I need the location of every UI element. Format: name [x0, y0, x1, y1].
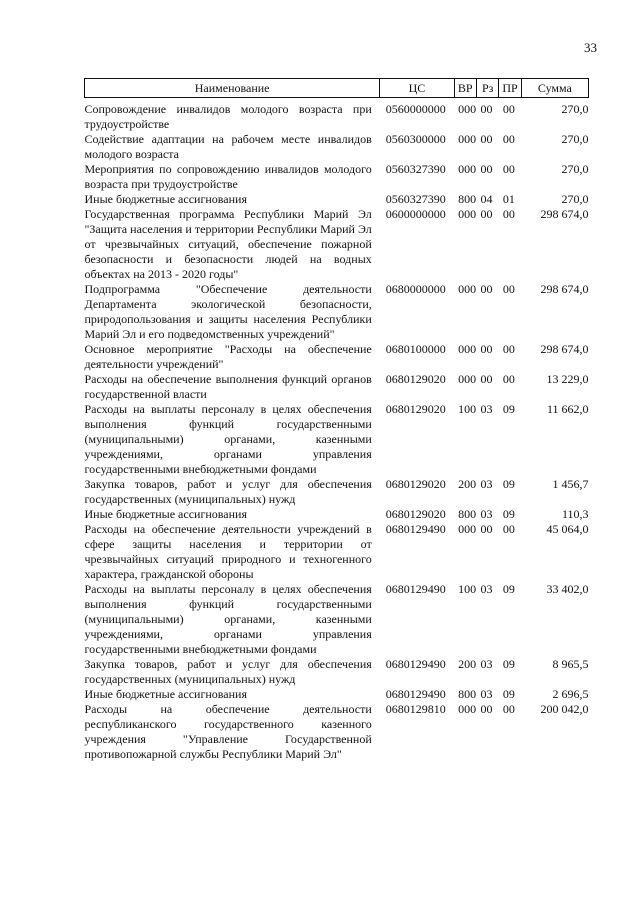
table-row	[85, 192, 589, 207]
row-pr-code: 00	[502, 207, 515, 221]
row-name: Мероприятия по сопровождению инвалидов молодого возраста при трудоустройстве	[84, 162, 372, 191]
row-pr-code: 00	[502, 702, 515, 716]
table-row	[85, 402, 589, 477]
table-header-row	[85, 79, 589, 98]
row-pr-code: 00	[502, 282, 515, 296]
row-vr-code: 800	[458, 507, 477, 521]
row-vr-code: 800	[458, 192, 477, 206]
row-vr-code: 800	[458, 687, 477, 701]
row-name: Расходы на обеспечение деятельности республиканского государственного казенного учреждения "Управление Государственной противопожарной службы Республики Марий Эл"	[84, 702, 372, 761]
row-cs-code: 0560000000	[385, 102, 446, 116]
table-row	[85, 207, 589, 282]
row-pr-code: 01	[502, 192, 515, 206]
row-sum: 8 965,5	[552, 657, 589, 671]
row-cs-code: 0680129020	[385, 372, 446, 386]
column-header-vr: ВР	[454, 79, 476, 98]
page-number: 33	[584, 40, 597, 55]
column-header-cs: ЦС	[380, 79, 454, 98]
row-vr-code: 200	[458, 477, 477, 491]
row-rz-code: 00	[480, 702, 493, 716]
table-row	[85, 132, 589, 162]
row-vr-code: 000	[458, 102, 477, 116]
row-name: Сопровождение инвалидов молодого возраста при трудоустройстве	[84, 102, 372, 131]
row-vr-code: 000	[458, 342, 477, 356]
row-cs-code: 0560327390	[385, 192, 446, 206]
row-sum: 33 402,0	[546, 582, 589, 596]
table-row	[85, 282, 589, 342]
row-name: Основное мероприятие "Расходы на обеспечение деятельности учреждений"	[84, 342, 372, 371]
row-sum: 200 042,0	[540, 702, 589, 716]
row-pr-code: 09	[502, 657, 515, 671]
row-rz-code: 00	[480, 342, 493, 356]
row-sum: 1 456,7	[552, 477, 589, 491]
row-rz-code: 03	[480, 477, 493, 491]
row-sum: 45 064,0	[546, 522, 589, 536]
row-name: Расходы на обеспечение деятельности учреждений в сфере защиты населения и территории от чрезвычайных ситуаций природного и техногенного характера, гражданской обороны	[84, 522, 372, 581]
row-cs-code: 0680129490	[385, 582, 446, 596]
budget-table	[84, 78, 589, 762]
row-name: Расходы на выплаты персоналу в целях обеспечения выполнения функций государственными (муниципальными) органами, казенными учреждениями, органами управления государственными внебюджетными фондами	[84, 402, 372, 476]
row-rz-code: 04	[480, 192, 493, 206]
column-header-pr: ПР	[499, 79, 521, 98]
row-vr-code: 000	[458, 522, 477, 536]
table-row	[85, 522, 589, 582]
row-cs-code: 0680129490	[385, 687, 446, 701]
table-row	[85, 342, 589, 372]
table-row	[85, 477, 589, 507]
table-row	[85, 687, 589, 702]
row-pr-code: 00	[502, 342, 515, 356]
row-cs-code: 0680129020	[385, 402, 446, 416]
row-cs-code: 0680000000	[385, 282, 446, 296]
row-name: Закупка товаров, работ и услуг для обеспечения государственных (муниципальных) нужд	[84, 477, 372, 506]
row-pr-code: 00	[502, 102, 515, 116]
row-cs-code: 0680129810	[385, 702, 446, 716]
row-rz-code: 00	[480, 282, 493, 296]
row-pr-code: 09	[502, 402, 515, 416]
row-pr-code: 09	[502, 507, 515, 521]
row-vr-code: 000	[458, 372, 477, 386]
row-sum: 13 229,0	[546, 372, 589, 386]
row-cs-code: 0680129020	[385, 507, 446, 521]
row-rz-code: 00	[480, 207, 493, 221]
row-vr-code: 000	[458, 282, 477, 296]
row-name: Закупка товаров, работ и услуг для обеспечения государственных (муниципальных) нужд	[84, 657, 372, 686]
row-name: Расходы на обеспечение выполнения функций органов государственной власти	[84, 372, 372, 401]
row-vr-code: 200	[458, 657, 477, 671]
row-rz-code: 00	[480, 522, 493, 536]
row-pr-code: 09	[502, 582, 515, 596]
row-sum: 110,3	[561, 507, 589, 521]
row-cs-code: 0600000000	[385, 207, 446, 221]
row-sum: 298 674,0	[540, 282, 589, 296]
row-vr-code: 000	[458, 702, 477, 716]
row-cs-code: 0560300000	[385, 132, 446, 146]
table-row	[85, 702, 589, 762]
row-name: Подпрограмма "Обеспечение деятельности Департамента экологической безопасности, природопользования и защиты населения Республики Марий Эл и его подведомственных учреждений"	[84, 282, 372, 341]
row-sum: 270,0	[561, 102, 589, 116]
row-name: Иные бюджетные ассигнования	[84, 192, 247, 206]
table-row	[85, 372, 589, 402]
column-header-rz: Рз	[476, 79, 498, 98]
row-sum: 270,0	[561, 132, 589, 146]
row-pr-code: 09	[502, 687, 515, 701]
row-vr-code: 100	[458, 582, 477, 596]
row-rz-code: 00	[480, 162, 493, 176]
row-cs-code: 0680129020	[385, 477, 446, 491]
row-rz-code: 00	[480, 372, 493, 386]
table-row	[85, 162, 589, 192]
row-name: Иные бюджетные ассигнования	[84, 507, 247, 521]
table-body	[85, 98, 589, 763]
row-rz-code: 03	[480, 687, 493, 701]
row-cs-code: 0680100000	[385, 342, 446, 356]
table-row	[85, 507, 589, 522]
row-cs-code: 0680129490	[385, 522, 446, 536]
column-header-sum: Сумма	[521, 79, 588, 98]
table-row	[85, 657, 589, 687]
row-rz-code: 03	[480, 582, 493, 596]
row-rz-code: 03	[480, 402, 493, 416]
row-name: Содействие адаптации на рабочем месте инвалидов молодого возраста	[84, 132, 372, 161]
row-pr-code: 00	[502, 372, 515, 386]
row-cs-code: 0680129490	[385, 657, 446, 671]
row-rz-code: 00	[480, 102, 493, 116]
row-sum: 11 662,0	[546, 402, 589, 416]
row-pr-code: 00	[502, 522, 515, 536]
row-rz-code: 00	[480, 132, 493, 146]
row-cs-code: 0560327390	[385, 162, 446, 176]
row-vr-code: 000	[458, 132, 477, 146]
table-row	[85, 98, 589, 133]
row-name: Государственная программа Республики Марий Эл "Защита населения и территории Республики Марий Эл от чрезвычайных ситуаций, обеспечение пожарной безопасности и безопасности людей на водных объектах на 2013 - 2020 годы"	[84, 207, 372, 281]
row-pr-code: 00	[502, 132, 515, 146]
row-rz-code: 03	[480, 507, 493, 521]
row-pr-code: 09	[502, 477, 515, 491]
row-name: Расходы на выплаты персоналу в целях обеспечения выполнения функций государственными (муниципальными) органами, казенными учреждениями, органами управления государственными внебюджетными фондами	[84, 582, 372, 656]
row-vr-code: 000	[458, 207, 477, 221]
row-name: Иные бюджетные ассигнования	[84, 687, 247, 701]
table-row	[85, 582, 589, 657]
column-header-name: Наименование	[85, 79, 380, 98]
row-sum: 298 674,0	[540, 342, 589, 356]
row-sum: 270,0	[561, 192, 589, 206]
row-vr-code: 000	[458, 162, 477, 176]
row-sum: 270,0	[561, 162, 589, 176]
row-sum: 2 696,5	[552, 687, 589, 701]
row-sum: 298 674,0	[540, 207, 589, 221]
row-vr-code: 100	[458, 402, 477, 416]
row-rz-code: 03	[480, 657, 493, 671]
row-pr-code: 00	[502, 162, 515, 176]
